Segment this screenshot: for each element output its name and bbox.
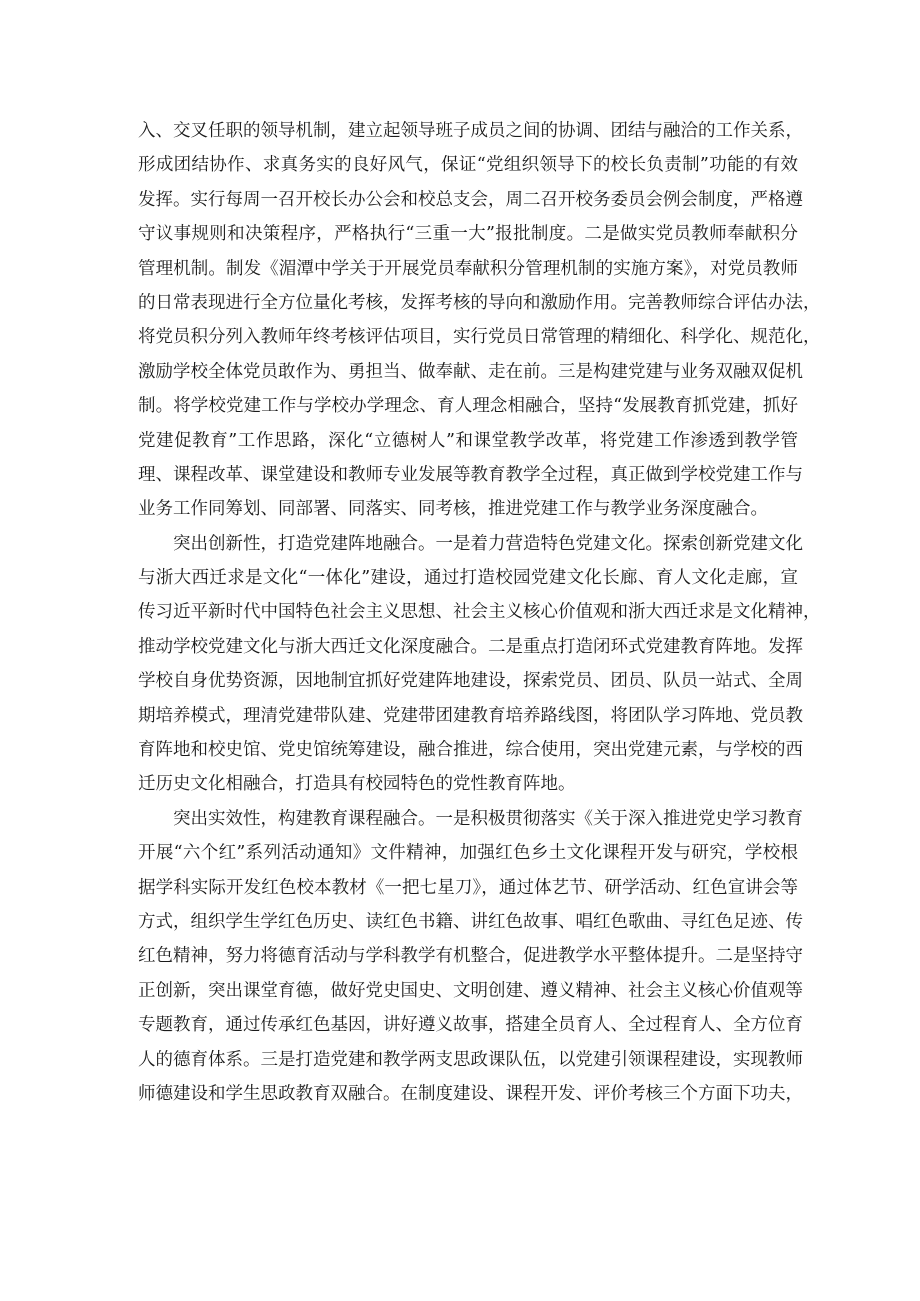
paragraph-2: [138, 527, 821, 802]
paragraph-line: 入、交叉任职的领导机制，建立起领导班子成员之间的协调、团结与融洽的工作关系，: [138, 121, 803, 141]
paragraph-3: [138, 802, 803, 1112]
paragraph-line: 业务工作同筹划、同部署、同落实、同考核，推进党建工作与教学业务深度融合。: [138, 499, 768, 520]
paragraph-line: 正创新，突出课堂育德，做好党史国史、文明创建、遵义精神、社会主义核心价值观等: [138, 980, 803, 1001]
paragraph-line: 与浙大西迁求是文化“一体化”建设，通过打造校园党建文化长廊、育人文化走廊，宣: [138, 568, 798, 589]
paragraph-line: 推动学校党建文化与浙大西迁文化深度融合。二是重点打造闭环式党建教育阵地。发挥: [138, 636, 803, 657]
paragraph-line: 方式，组织学生学红色历史、读红色书籍、讲红色故事、唱红色歌曲、寻红色足迹、传: [138, 911, 803, 932]
paragraph-line: 将党员积分列入教师年终考核评估项目，实行党员日常管理的精细化、科学化、规范化，: [138, 327, 821, 348]
paragraph-line: 制。将学校党建工作与学校办学理念、育人理念相融合，坚持“发展教育抓党建，抓好: [138, 396, 798, 417]
paragraph-line: 激励学校全体党员敢作为、勇担当、做奉献、走在前。三是构建党建与业务双融双促机: [138, 361, 803, 382]
paragraph-line: 师德建设和学生思政教育双融合。在制度建设、课程开发、评价考核三个方面下功夫，: [138, 1083, 803, 1104]
paragraph-line: 据学科实际开发红色校本教材《一把七星刀》，通过体艺节、研学活动、红色宣讲会等: [138, 877, 798, 898]
paragraph-line: 理、课程改革、课堂建设和教师专业发展等教育教学全过程，真正做到学校党建工作与: [138, 464, 803, 485]
paragraph-line: 管理机制。制发《湄潭中学关于开展党员奉献积分管理机制的实施方案》，对党员教师: [138, 258, 798, 279]
paragraph-line: 迁历史文化相融合，打造具有校园特色的党性教育阵地。: [138, 774, 576, 795]
paragraph-line: 人的德育体系。三是打造党建和教学两支思政课队伍，以党建引领课程建设，实现教师: [138, 1049, 803, 1070]
paragraph-line: 开展“六个红”系列活动通知》文件精神，加强红色乡土文化课程开发与研究，学校根: [138, 843, 798, 864]
paragraph-line: 形成团结协作、求真务实的良好风气，保证“党组织领导下的校长负责制”功能的有效: [138, 155, 798, 176]
paragraph-line: 专题教育，通过传承红色基因，讲好遵义故事，搭建全员育人、全过程育人、全方位育: [138, 1015, 803, 1036]
paragraph-line: 传习近平新时代中国特色社会主义思想、社会主义核心价值观和浙大西迁求是文化精神，: [138, 602, 821, 623]
paragraph-line: 突出实效性，构建教育课程融合。一是积极贯彻落实《关于深入推进党史学习教育: [173, 808, 803, 829]
paragraph-line: 期培养模式，理清党建带队建、党建带团建教育培养路线图，将团队学习阵地、党员教: [138, 705, 803, 726]
paragraph-line: 发挥。实行每周一召开校长办公会和校总支会，周二召开校务委员会例会制度，严格遵: [138, 189, 803, 210]
paragraph-line: 突出创新性，打造党建阵地融合。一是着力营造特色党建文化。探索创新党建文化: [173, 533, 803, 554]
paragraph-line: 的日常表现进行全方位量化考核，发挥考核的导向和激励作用。完善教师综合评估办法，: [138, 292, 821, 313]
paragraph-line: 红色精神，努力将德育活动与学科教学有机整合，促进教学水平整体提升。二是坚持守: [138, 946, 803, 967]
paragraph-line: 学校自身优势资源，因地制宜抓好党建阵地建设，探索党员、团员、队员一站式、全周: [138, 671, 803, 692]
paragraph-line: 育阵地和校史馆、党史馆统筹建设，融合推进，综合使用，突出党建元素，与学校的西: [138, 740, 803, 761]
paragraph-line: 党建促教育”工作思路，深化“立德树人”和课堂教学改革，将党建工作渗透到教学管: [138, 430, 798, 451]
paragraph-1: [138, 114, 821, 527]
paragraph-line: 守议事规则和决策程序，严格执行“三重一大”报批制度。二是做实党员教师奉献积分: [138, 224, 798, 245]
document-body: [138, 114, 821, 1111]
